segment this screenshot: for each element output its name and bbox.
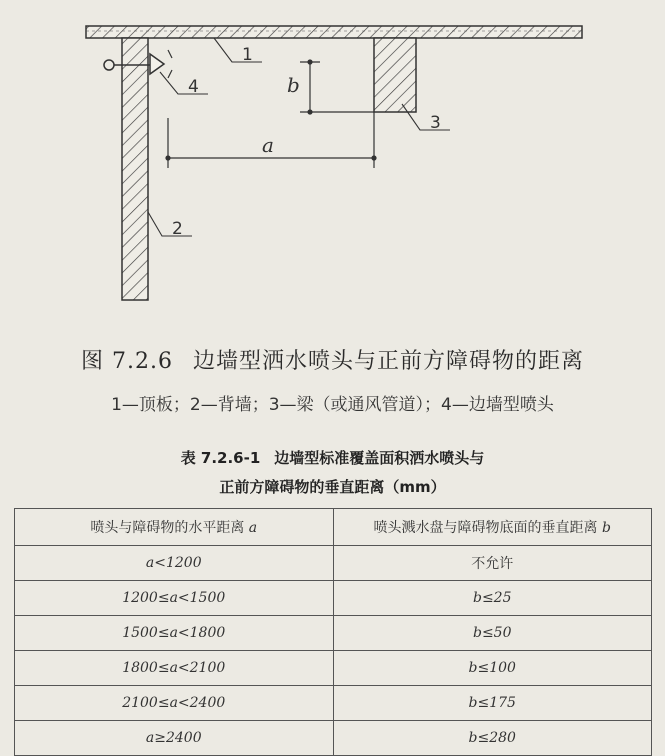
header-col1-text: 喷头与障碍物的水平距离 xyxy=(90,520,245,536)
cell-vertical: b≤175 xyxy=(333,686,652,721)
header-col1-symbol: a xyxy=(248,520,258,536)
figure-caption xyxy=(0,344,665,375)
figure-legend: 1—顶板；2—背墙；3—梁（或通风管道）；4—边墙型喷头 xyxy=(111,395,554,415)
header-vertical-distance xyxy=(333,509,652,546)
cell-horizontal: a≥2400 xyxy=(15,721,334,756)
table-title-line2: 正前方障碍物的垂直距离（mm） xyxy=(219,478,446,496)
cell-horizontal: 1800≤a<2100 xyxy=(15,651,334,686)
table-row xyxy=(15,721,652,756)
dimension-b xyxy=(300,60,374,114)
cell-horizontal: 2100≤a<2400 xyxy=(15,686,334,721)
cell-vertical: b≤50 xyxy=(333,616,652,651)
header-col2-symbol: b xyxy=(601,520,611,536)
table-row xyxy=(15,581,652,616)
label-3: 3 xyxy=(430,113,441,133)
beam xyxy=(374,38,416,112)
table-row xyxy=(15,546,652,581)
label-4: 4 xyxy=(188,77,199,97)
table-caption xyxy=(0,444,665,502)
cell-horizontal: 1200≤a<1500 xyxy=(15,581,334,616)
cell-vertical: b≤25 xyxy=(333,581,652,616)
distance-table xyxy=(14,508,652,756)
back-wall xyxy=(122,38,148,300)
header-horizontal-distance xyxy=(15,509,334,546)
table-title-line1: 边墙型标准覆盖面积洒水喷头与 xyxy=(274,449,485,467)
table-row xyxy=(15,651,652,686)
cell-vertical: b≤100 xyxy=(333,651,652,686)
label-2: 2 xyxy=(172,219,183,239)
table-row xyxy=(15,616,652,651)
cell-vertical: 不允许 xyxy=(333,546,652,581)
cell-horizontal: a<1200 xyxy=(15,546,334,581)
header-col2-text: 喷头溅水盘与障碍物底面的垂直距离 xyxy=(373,520,598,536)
label-1: 1 xyxy=(242,45,253,65)
dim-a-label: a xyxy=(262,133,274,157)
figure-number: 图 7.2.6 xyxy=(81,349,173,374)
dim-b-label: b xyxy=(287,73,300,97)
top-slab xyxy=(86,26,582,38)
table-number: 表 7.2.6-1 xyxy=(180,449,261,467)
figure-title: 边墙型洒水喷头与正前方障碍物的距离 xyxy=(192,349,584,374)
sprinkler-diagram xyxy=(0,0,665,335)
table-row xyxy=(15,686,652,721)
table-header-row xyxy=(15,509,652,546)
cell-horizontal: 1500≤a<1800 xyxy=(15,616,334,651)
cell-vertical: b≤280 xyxy=(333,721,652,756)
